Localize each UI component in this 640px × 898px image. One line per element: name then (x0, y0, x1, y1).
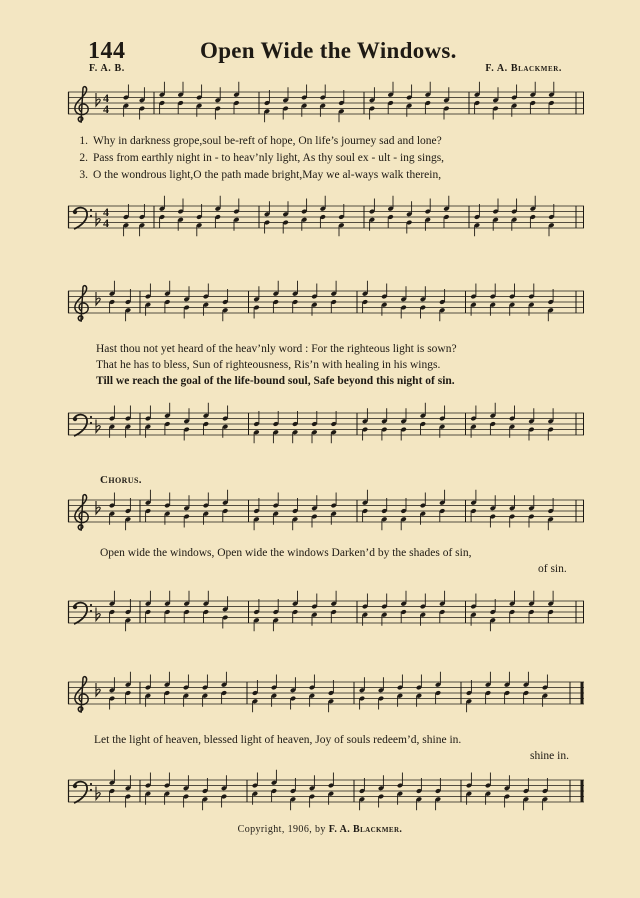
flat-sign-icon (96, 501, 100, 514)
lyric-text: of sin. (538, 563, 567, 575)
flat-sign-icon (96, 93, 100, 106)
treble-staff (68, 86, 584, 126)
lyric-text: Why in darkness grope,soul be-reft of hope, On life’s journey sad and lone? (93, 135, 442, 147)
bass-clef-icon (90, 422, 92, 424)
copyright-notice (0, 824, 640, 835)
time-signature-icon: 4 (103, 205, 109, 219)
lyric-text: Pass from earthly night in - to heav’nly light, As thy soul ex - ult - ing sings, (93, 152, 445, 164)
verse-number: 3. (79, 169, 88, 181)
bass-clef-icon (90, 215, 92, 217)
verse-number: 2. (79, 152, 88, 164)
time-signature-icon: 4 (103, 102, 109, 116)
lyric-text: Till we reach the goal of the life-bound soul, Safe beyond this night of sin. (96, 375, 455, 387)
hymn-title: Open Wide the Windows. (200, 38, 457, 63)
bass-clef-icon (90, 610, 92, 612)
bass-staff (68, 407, 584, 447)
lyric-line (96, 358, 612, 372)
verse-number: 1. (79, 135, 88, 147)
lyric-text: Open wide the windows, Open wide the windows Darken’d by the shades of sin, (100, 547, 472, 559)
bass-clef-icon (90, 783, 92, 785)
lyric-line (530, 749, 584, 763)
lyricist-credit: F. A. B. (89, 63, 125, 74)
lyric-line (96, 342, 612, 356)
lyric-text: That he has to bless, Sun of righteousness, Ris’n with healing in his wings. (96, 359, 441, 371)
bass-staff (68, 774, 584, 814)
flat-sign-icon (96, 420, 100, 433)
flat-sign-icon (96, 292, 100, 305)
bass-clef-icon (90, 209, 92, 211)
chorus-label: Chorus. (100, 474, 142, 486)
bass-clef-icon (73, 210, 77, 214)
bass-staff (68, 595, 584, 635)
lyric-text: O the wondrous light,O the path made bright,May we al-ways walk therein, (93, 169, 442, 181)
lyric-text: Let the light of heaven, blessed light of heaven, Joy of souls redeem’d, shine in. (94, 734, 462, 746)
lyric-line (94, 733, 610, 747)
bass-clef-icon (73, 784, 77, 788)
flat-sign-icon (96, 787, 100, 800)
lyric-line (538, 562, 584, 576)
lyric-text: Hast thou not yet heard of the heav’nly word : For the righteous light is sown? (96, 343, 457, 355)
lyric-line (100, 546, 616, 560)
time-signature-icon: 4 (103, 216, 109, 230)
lyric-text: shine in. (530, 750, 569, 762)
lyric-line (68, 151, 584, 165)
bass-clef-icon (73, 417, 77, 421)
flat-sign-icon (96, 683, 100, 696)
time-signature-icon: 4 (103, 91, 109, 105)
bass-clef-icon (90, 416, 92, 418)
treble-staff (68, 676, 584, 716)
bass-clef-icon (90, 789, 92, 791)
lyric-line (68, 134, 584, 148)
treble-staff (68, 285, 584, 325)
hymn-number: 144 (88, 38, 126, 64)
lyric-line (96, 374, 612, 388)
copyright-holder: F. A. Blackmer. (328, 824, 403, 835)
bass-clef-icon (73, 605, 77, 609)
flat-sign-icon (96, 608, 100, 621)
bass-staff (68, 200, 584, 240)
flat-sign-icon (96, 213, 100, 226)
composer-credit: F. A. Blackmer. (485, 63, 562, 74)
copyright-prefix: Copyright, 1906, by (237, 824, 326, 835)
treble-staff (68, 494, 584, 534)
lyric-line (68, 168, 584, 182)
bass-clef-icon (90, 604, 92, 606)
